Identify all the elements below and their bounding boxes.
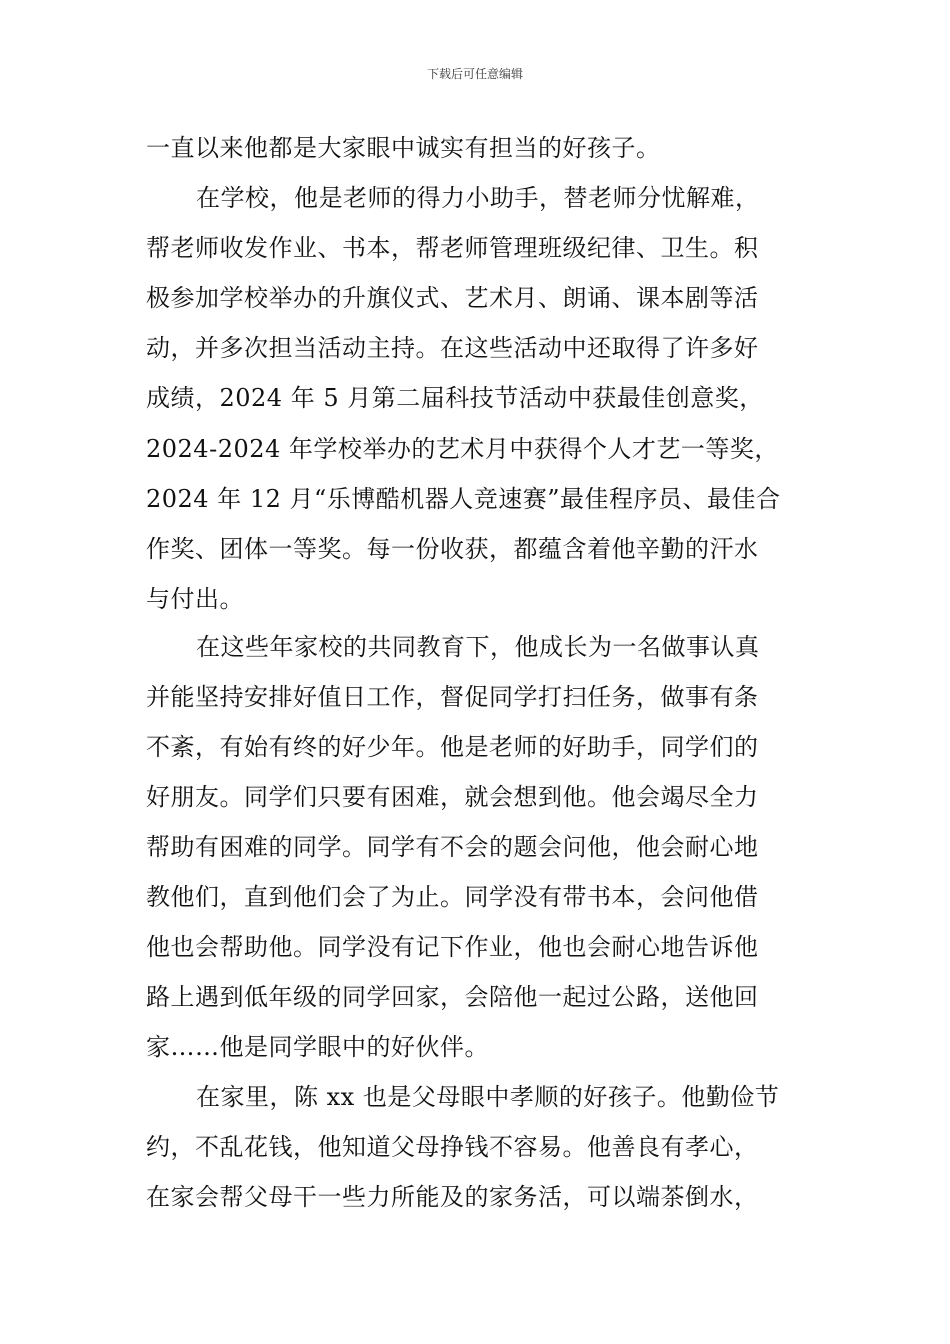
text-line-8: 2024 年 12 月“乐博酷机器人竞速赛”最佳程序员、最佳合 — [146, 485, 781, 513]
page-header: 下载后可任意编辑 — [426, 67, 523, 81]
text-line-1: 一直以来他都是大家眼中诚实有担当的好孩子。 — [146, 134, 661, 162]
text-line-20: 在家里，陈 xx 也是父母眼中孝顺的好孩子。他勤俭节 — [196, 1083, 780, 1111]
text-line-18: 路上遇到低年级的同学回家，会陪他一起过公路，送他回 — [146, 983, 759, 1011]
text-line-16: 教他们，直到他们会了为止。同学没有带书本，会问他借 — [146, 883, 759, 911]
text-line-9: 作奖、团体一等奖。每一份收获，都蕴含着他辛勤的汗水 — [146, 535, 759, 563]
text-line-12: 并能坚持安排好值日工作，督促同学打扫任务，做事有条 — [146, 683, 759, 711]
text-line-6: 成绩，2024 年 5 月第二届科技节活动中获最佳创意奖， — [146, 384, 764, 412]
text-line-22: 在家会帮父母干一些力所能及的家务活，可以端茶倒水， — [146, 1183, 759, 1211]
text-line-5: 动，并多次担当活动主持。在这些活动中还取得了许多好 — [146, 334, 759, 362]
text-line-15: 帮助有困难的同学。同学有不会的题会问他，他会耐心地 — [146, 833, 759, 861]
text-line-13: 不紊，有始有终的好少年。他是老师的好助手，同学们的 — [146, 733, 759, 761]
text-line-10: 与付出。 — [146, 585, 244, 613]
text-line-3: 帮老师收发作业、书本，帮老师管理班级纪律、卫生。积 — [146, 234, 759, 262]
text-line-2: 在学校，他是老师的得力小助手，替老师分忧解难， — [196, 184, 760, 212]
text-line-7: 2024-2024 年学校举办的艺术月中获得个人才艺一等奖， — [146, 435, 779, 463]
text-line-11: 在这些年家校的共同教育下，他成长为一名做事认真 — [196, 633, 760, 661]
text-line-14: 好朋友。同学们只要有困难，就会想到他。他会竭尽全力 — [146, 783, 759, 811]
text-line-21: 约，不乱花钱，他知道父母挣钱不容易。他善良有孝心， — [146, 1133, 759, 1161]
text-line-4: 极参加学校举办的升旗仪式、艺术月、朗诵、课本剧等活 — [146, 284, 759, 312]
text-line-17: 他也会帮助他。同学没有记下作业，他也会耐心地告诉他 — [146, 933, 759, 961]
text-line-19: 家……他是同学眼中的好伙伴。 — [146, 1033, 489, 1061]
